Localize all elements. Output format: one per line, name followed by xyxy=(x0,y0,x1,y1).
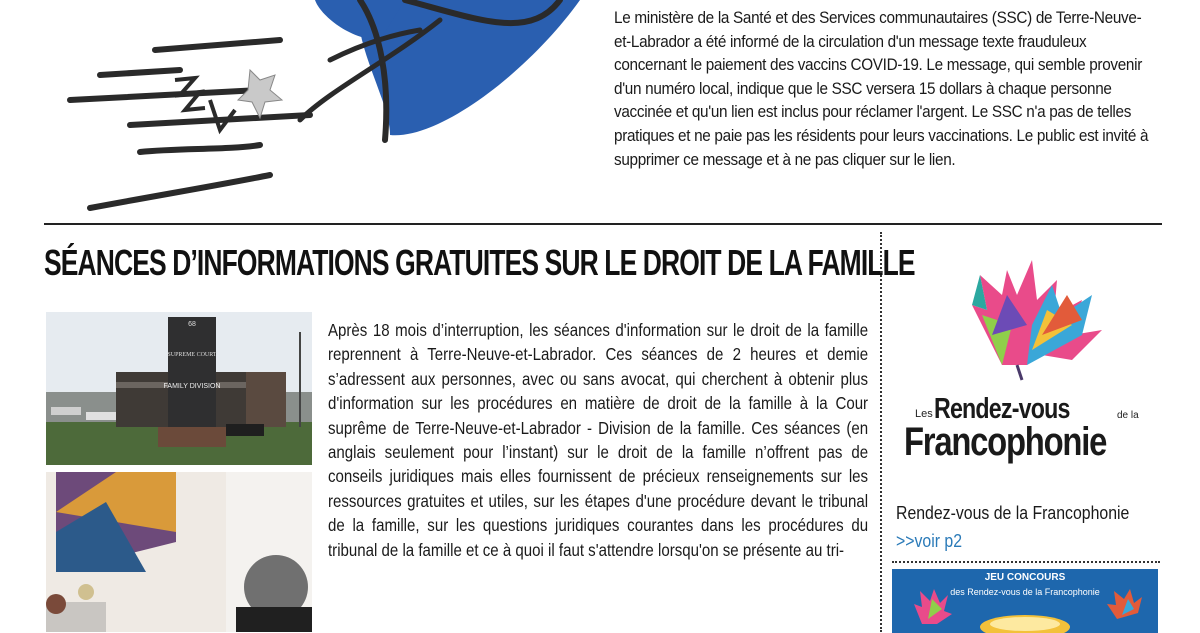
sidebar-divider xyxy=(892,561,1160,563)
sidebar-see-page-link[interactable]: >>voir p2 xyxy=(896,531,963,551)
headline-rule xyxy=(44,286,878,288)
article-headline: SÉANCES D’INFORMATIONS GRATUITES SUR LE DROIT DE LA FAMILLE xyxy=(44,242,915,283)
logo-de-la: de la xyxy=(1117,410,1139,421)
contest-graphic xyxy=(892,569,1158,633)
courthouse-photo xyxy=(46,312,312,465)
top-story-text xyxy=(614,6,1154,171)
article-paragraph: Après 18 mois d’interruption, les séances d'information sur le droit de la famille reprennent à Terre-Neuve-et-Labrador. Ces séances de 2 heures et demie s’adressent aux personnes, avec ou sans avocat, qui cherchent à obtenir plus d'information sur les procédures en matière de droit de la famille à la Cour suprême de Terre-Neuve-et-Labrador - Division de la famille. Ces séances (en anglais seulement pour l’instant) sur le droit de la famille n’offrent pas de conseils juridiques mais elles fournissent de précieux renseignements sur les ressources gratuites et utiles, sur les étapes d'une procédure devant le tribunal de la famille, sur les questions juridiques courantes dans les procédures du tribunal de la famille et ce à quoi il faut s'attendre lorsqu'on se présente au tri- xyxy=(328,320,869,560)
logo-rendez-vous: Rendez-vous xyxy=(934,393,1070,425)
contest-banner[interactable] xyxy=(892,569,1158,633)
article-body xyxy=(328,318,868,562)
logo-les: Les xyxy=(915,408,933,420)
courthouse-sign-line2: FAMILY DIVISION xyxy=(163,383,221,390)
sidebar-caption: Rendez-vous de la Francophonie xyxy=(896,503,1130,523)
contest-title: JEU CONCOURS xyxy=(984,572,1066,583)
section-divider xyxy=(44,223,1162,225)
courthouse-sign-line1: SUPREME COURT xyxy=(167,352,217,358)
top-story-paragraph: Le ministère de la Santé et des Services communautaires (SSC) de Terre-Neuve-et-Labrador a été informé de la circulation d'un message texte frauduleux concernant le paiement des vaccins COVID-19. Le message, qui semble provenir d'un numéro local, indique que le SSC versera 15 dollars à chaque personne vaccinée et qu'un lien est inclus pour réclamer l'argent. Le SSC n'a pas de telles pratiques et ne paie pas les résidents pour leurs vaccinations. Le public est invité à supprimer ce message et à ne pas cliquer sur le lien. xyxy=(614,8,1149,169)
logo-francophonie: Francophonie xyxy=(904,420,1107,464)
meeting-photo xyxy=(46,472,312,632)
column-divider xyxy=(880,232,882,632)
contest-subtitle: des Rendez-vous de la Francophonie xyxy=(950,587,1100,597)
courthouse-sign-number: 68 xyxy=(188,321,196,328)
rocket-illustration xyxy=(60,0,580,220)
